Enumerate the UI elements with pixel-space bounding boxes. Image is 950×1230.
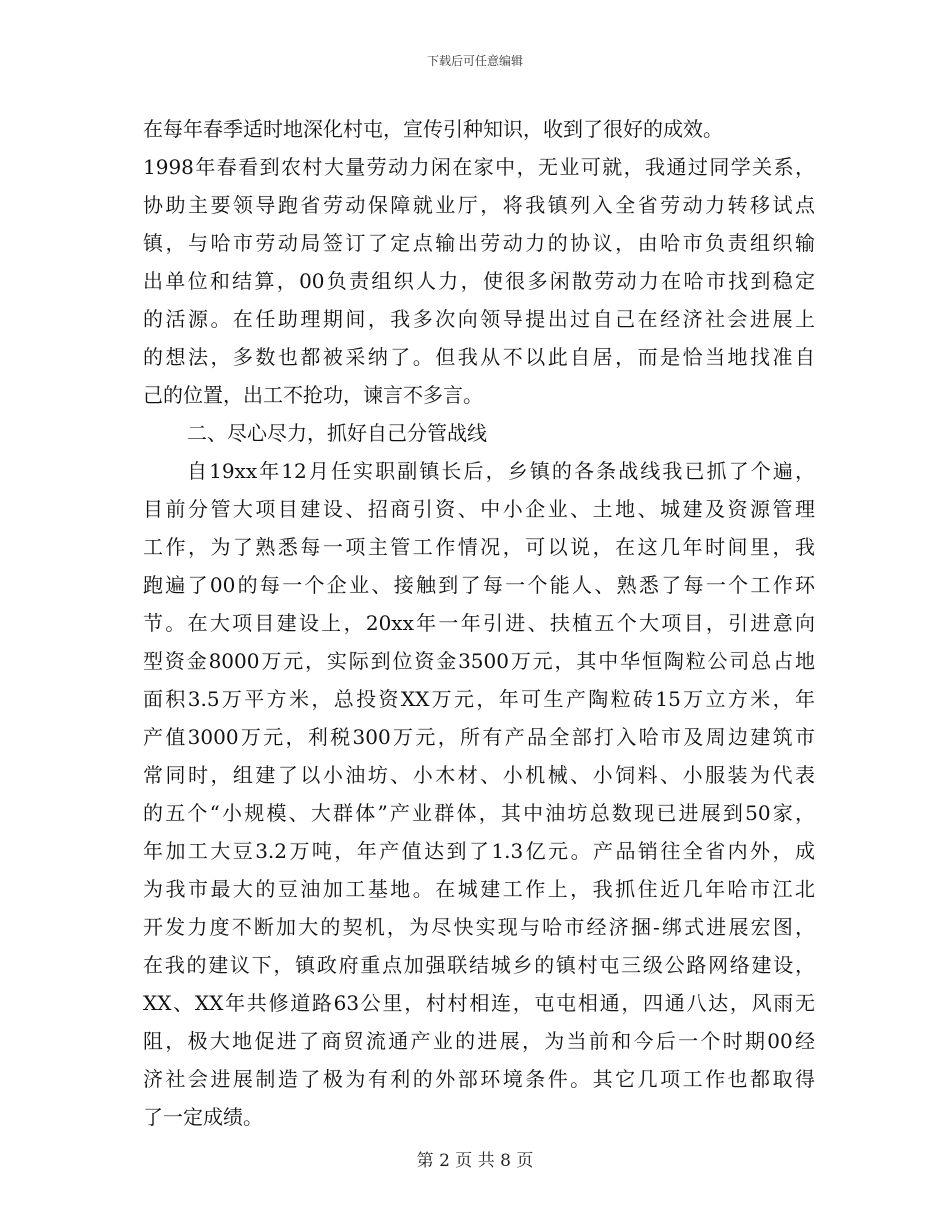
text-line: 在每年春季适时地深化村屯，宣传引种知识，收到了很好的成效。 xyxy=(143,117,723,141)
text-line: 跑遍了00的每一个企业、接触到了每一个能人、熟悉了每一个工作环 xyxy=(143,573,815,597)
text-line: 自19xx年12月任实职副镇长后，乡镇的各条战线我已抓了个遍， xyxy=(187,459,815,483)
text-line: 的活源。在任助理期间，我多次向领导提出过自己在经济社会进展上 xyxy=(143,307,815,331)
text-line: 阻，极大地促进了商贸流通产业的进展，为当前和今后一个时期00经 xyxy=(143,1029,815,1053)
text-line: 为我市最大的豆油加工基地。在城建工作上，我抓住近几年哈市江北 xyxy=(143,877,815,901)
text-line: 镇，与哈市劳动局签订了定点输出劳动力的协议，由哈市负责组织输 xyxy=(143,231,815,255)
text-line: 年加工大豆3.2万吨，年产值达到了1.3亿元。产品销往全省内外，成 xyxy=(143,839,815,863)
page-number: 第 2 页 共 8 页 xyxy=(416,1151,534,1171)
text-line: 开发力度不断加大的契机，为尽快实现与哈市经济捆-绑式进展宏图， xyxy=(143,915,815,939)
text-line: 产值3000万元，利税300万元，所有产品全部打入哈市及周边建筑市 xyxy=(143,725,815,749)
text-line: 节。在大项目建设上，20xx年一年引进、扶植五个大项目，引进意向 xyxy=(143,611,815,635)
text-line: 的想法，多数也都被采纳了。但我从不以此自居，而是恰当地找准自 xyxy=(143,345,815,369)
page-header: 下载后可任意编辑 xyxy=(426,54,523,68)
text-line: 的五个“小规模、大群体”产业群体，其中油坊总数现已进展到50家， xyxy=(143,801,815,825)
text-line: 了一定成绩。 xyxy=(143,1105,263,1129)
text-line: 型资金8000万元，实际到位资金3500万元，其中华恒陶粒公司总占地 xyxy=(143,649,815,673)
text-line: XX、XX年共修道路63公里，村村相连，屯屯相通，四通八达，风雨无 xyxy=(143,991,815,1015)
text-line: 工作，为了熟悉每一项主管工作情况，可以说，在这几年时间里，我 xyxy=(143,535,815,559)
text-line: 济社会进展制造了极为有利的外部环境条件。其它几项工作也都取得 xyxy=(143,1067,815,1091)
text-line: 目前分管大项目建设、招商引资、中小企业、土地、城建及资源管理 xyxy=(143,497,815,521)
text-line: 面积3.5万平方米，总投资XX万元，年可生产陶粒砖15万立方米，年 xyxy=(143,687,815,711)
text-line: 在我的建议下，镇政府重点加强联结城乡的镇村屯三级公路网络建设， xyxy=(143,953,815,977)
text-line: 1998年春看到农村大量劳动力闲在家中，无业可就，我通过同学关系， xyxy=(143,155,815,179)
text-line: 协助主要领导跑省劳动保障就业厅，将我镇列入全省劳动力转移试点 xyxy=(143,193,815,217)
section-heading: 二、尽心尽力，抓好自己分管战线 xyxy=(187,421,487,445)
text-line: 己的位置，出工不抢功，谏言不多言。 xyxy=(143,383,483,407)
text-line: 常同时，组建了以小油坊、小木材、小机械、小饲料、小服装为代表 xyxy=(143,763,815,787)
document-body xyxy=(143,110,815,1136)
text-line: 出单位和结算，00负责组织人力，使很多闲散劳动力在哈市找到稳定 xyxy=(143,269,815,293)
